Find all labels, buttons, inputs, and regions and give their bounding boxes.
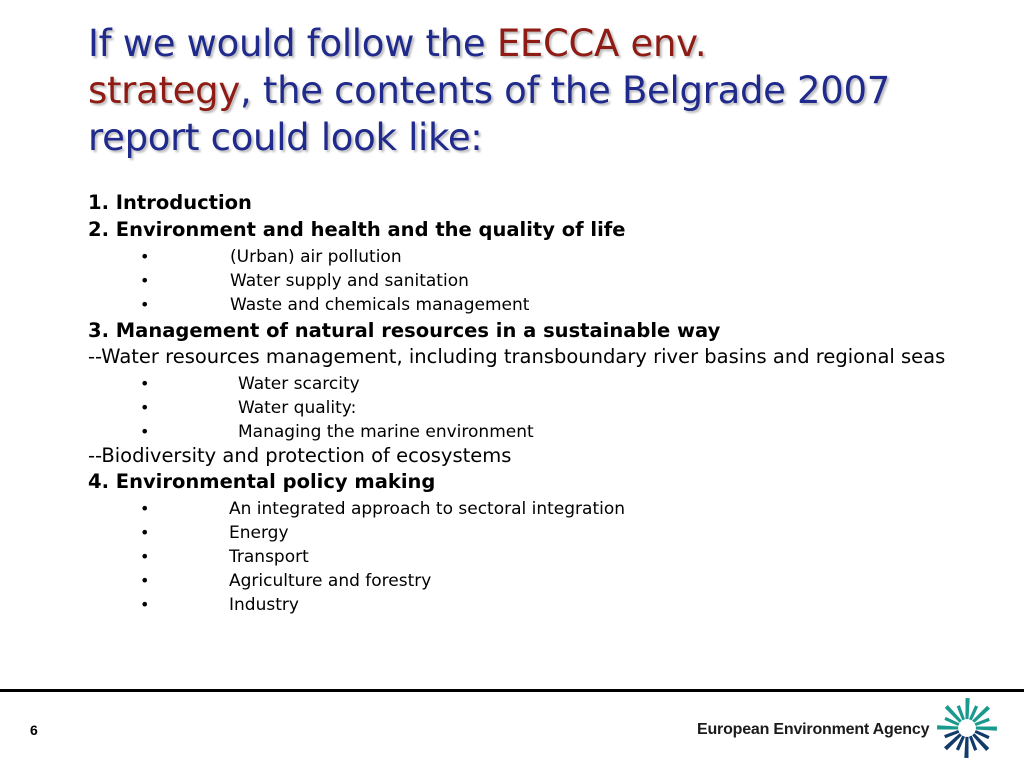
bullet-icon: • xyxy=(140,398,150,417)
bullet-icon: • xyxy=(140,547,150,566)
list-item-text: Water supply and sanitation xyxy=(230,271,469,291)
bullet-icon: • xyxy=(140,374,150,393)
list-item xyxy=(88,497,968,521)
list-item-text: Managing the marine environment xyxy=(238,422,534,442)
bullet-icon: • xyxy=(140,422,150,441)
bullet-icon: • xyxy=(140,571,150,590)
list-item xyxy=(88,569,968,593)
bullet-icon: • xyxy=(140,295,150,314)
list-item xyxy=(88,420,968,444)
paragraph-water-resources: --Water resources management, including transboundary river basins and regional seas xyxy=(88,345,946,368)
list-item xyxy=(88,293,968,317)
logo-ray xyxy=(964,737,968,758)
bullet-icon: • xyxy=(140,247,150,266)
list-item-text: Agriculture and forestry xyxy=(229,571,432,591)
paragraph-biodiversity: --Biodiversity and protection of ecosystems xyxy=(88,444,512,467)
list-item-text: Water scarcity xyxy=(238,374,360,394)
list-item xyxy=(88,269,968,293)
page-number: 6 xyxy=(30,722,38,738)
title-highlight-2: strategy xyxy=(88,69,240,112)
agency-name: European Environment Agency xyxy=(697,721,930,738)
heading-introduction: 1. Introduction xyxy=(88,191,252,214)
heading-policy-making: 4. Environmental policy making xyxy=(88,470,436,493)
list-item xyxy=(88,545,968,569)
list-item-text: Industry xyxy=(229,595,299,615)
list-item xyxy=(88,372,968,396)
title-part2: , the contents of the Belgrade 2007 report could look like: xyxy=(88,69,891,159)
list-item xyxy=(88,521,968,545)
title-highlight-1: EECCA env. xyxy=(496,22,707,65)
list-item-text: Waste and chemicals management xyxy=(230,295,530,315)
slide-title xyxy=(88,20,968,161)
bullet-icon: • xyxy=(140,523,150,542)
list-item xyxy=(88,593,968,617)
heading-natural-resources: 3. Management of natural resources in a sustainable way xyxy=(88,319,721,342)
list-item-text: An integrated approach to sectoral integration xyxy=(229,499,626,519)
list-item-text: (Urban) air pollution xyxy=(230,247,402,267)
bullet-icon: • xyxy=(140,499,150,518)
bullet-icon: • xyxy=(140,271,150,290)
list-item-text: Water quality: xyxy=(238,398,357,418)
logo-ray xyxy=(937,725,958,729)
list-item-text: Energy xyxy=(229,523,289,543)
list-item xyxy=(88,245,968,269)
logo-ray xyxy=(976,726,997,730)
heading-environment-health: 2. Environment and health and the quality of life xyxy=(88,218,626,241)
list-item xyxy=(88,396,968,420)
slide-body xyxy=(88,191,968,617)
list-item-text: Transport xyxy=(229,547,309,567)
footer-divider xyxy=(0,689,1024,692)
eea-logo-icon xyxy=(932,695,1002,761)
logo-ray xyxy=(965,698,969,719)
bullet-icon: • xyxy=(140,595,150,614)
title-part1: If we would follow the xyxy=(88,22,497,65)
